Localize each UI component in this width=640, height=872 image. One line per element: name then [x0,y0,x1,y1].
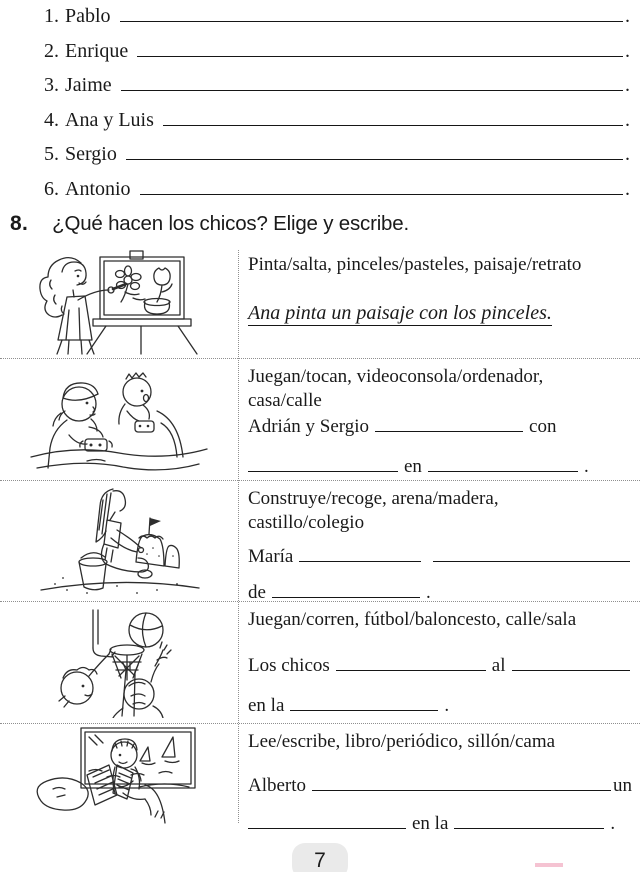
period: . [625,5,630,27]
word-options: Construye/recoge, arena/madera, [248,488,499,509]
sentence-text: Adrián y Sergio [248,416,370,437]
item-name: Enrique [65,39,129,62]
row-text-cell [238,602,640,724]
sentence-text: María [248,546,294,567]
answer-blank[interactable] [272,584,420,598]
list-item [44,109,630,144]
kids-gaming-illustration [27,365,212,475]
table-row [0,480,640,602]
sentence-text: en la [412,813,449,834]
sentence-text: Alberto [248,775,307,796]
word-options: Juegan/tocan, videoconsola/ordenador, [248,366,544,387]
item-number: 5. [44,143,59,166]
table-row [0,723,640,834]
item-number: 4. [44,108,59,131]
pink-highlight-mark [535,863,563,867]
list-item [44,40,630,75]
answer-blank[interactable] [375,418,523,432]
sentence-text: . [583,456,589,477]
list-item [44,74,630,109]
word-options: Pinta/salta, pinceles/pasteles, paisaje/retrato [248,254,582,275]
sentence-line [248,694,632,718]
answer-blank[interactable] [290,697,438,711]
sentence-text: en la [248,695,285,716]
list-item [44,5,630,40]
period: . [625,143,630,166]
list-item [44,178,630,213]
answer-blank[interactable] [126,146,623,160]
kids-basketball-illustration [27,608,212,718]
period: . [625,39,630,62]
row-text-cell [238,724,640,834]
sentence-line [248,415,632,439]
item-name: Pablo [65,5,111,27]
list-item [44,143,630,178]
page-number: 7 [314,849,326,872]
item-name: Sergio [65,143,117,166]
answer-blank[interactable] [512,657,630,671]
page-number-pill [292,843,348,872]
period: . [625,108,630,131]
sentence-line [248,654,632,678]
row-text-cell [238,481,640,602]
period: . [625,177,630,200]
answer-blank[interactable] [120,8,623,22]
illustration-boy-reading [0,724,238,826]
sentence-line [248,455,632,479]
item-number: 6. [44,177,59,200]
exercise-number: 8. [10,212,29,235]
period: . [625,74,630,97]
sentence-line [248,812,632,836]
item-name: Jaime [65,74,112,97]
table-row [0,358,640,481]
sentence-text: con [529,416,557,437]
sentence-text: Los chicos [248,655,330,676]
example-sentence: Ana pinta un paisaje con los pinceles. [248,302,552,324]
illustration-kids-gaming [0,359,238,481]
answer-blank[interactable] [248,815,406,829]
sentence-text: . [610,813,616,834]
word-options: casa/calle [248,390,322,411]
fill-in-name-list [44,5,630,213]
illustration-girl-sandcastle [0,481,238,602]
girl-painting-illustration [29,250,209,356]
answer-blank[interactable] [248,458,398,472]
sentence-text: . [425,582,431,603]
answer-blank[interactable] [137,43,623,57]
item-number: 1. [44,5,59,27]
item-name: Antonio [65,177,131,200]
boy-reading-illustration [27,725,212,825]
answer-blank[interactable] [454,815,604,829]
answer-blank[interactable] [163,112,623,126]
word-options: castillo/colegio [248,512,365,533]
table-row [0,601,640,724]
word-options: Lee/escribe, libro/periódico, sillón/cama [248,731,556,752]
item-number: 2. [44,39,59,62]
table-row [0,247,640,358]
answer-blank[interactable] [336,657,486,671]
illustration-kids-basketball [0,602,238,724]
row-text-cell [238,359,640,481]
sentence-line [248,774,632,798]
row-text-cell [238,247,640,358]
exercise-header [10,212,409,236]
girl-sandcastle-illustration [27,486,212,598]
sentence-text: de [248,582,266,603]
illustration-girl-painting [0,247,238,358]
exercise-title: ¿Qué hacen los chicos? Elige y escribe. [52,212,409,235]
answer-blank[interactable] [312,777,611,791]
sentence-text: en [404,456,422,477]
answer-blank[interactable] [428,458,578,472]
word-options: Juegan/corren, fútbol/baloncesto, calle/sala [248,609,577,630]
sentence-line [248,545,632,569]
answer-blank[interactable] [299,548,421,562]
answer-blank[interactable] [433,548,630,562]
answer-blank[interactable] [140,181,623,195]
sentence-text: . [444,695,450,716]
answer-blank[interactable] [121,77,623,91]
item-name: Ana y Luis [65,108,154,131]
sentence-text: un [613,775,632,796]
sentence-text: al [491,655,506,676]
item-number: 3. [44,74,59,97]
